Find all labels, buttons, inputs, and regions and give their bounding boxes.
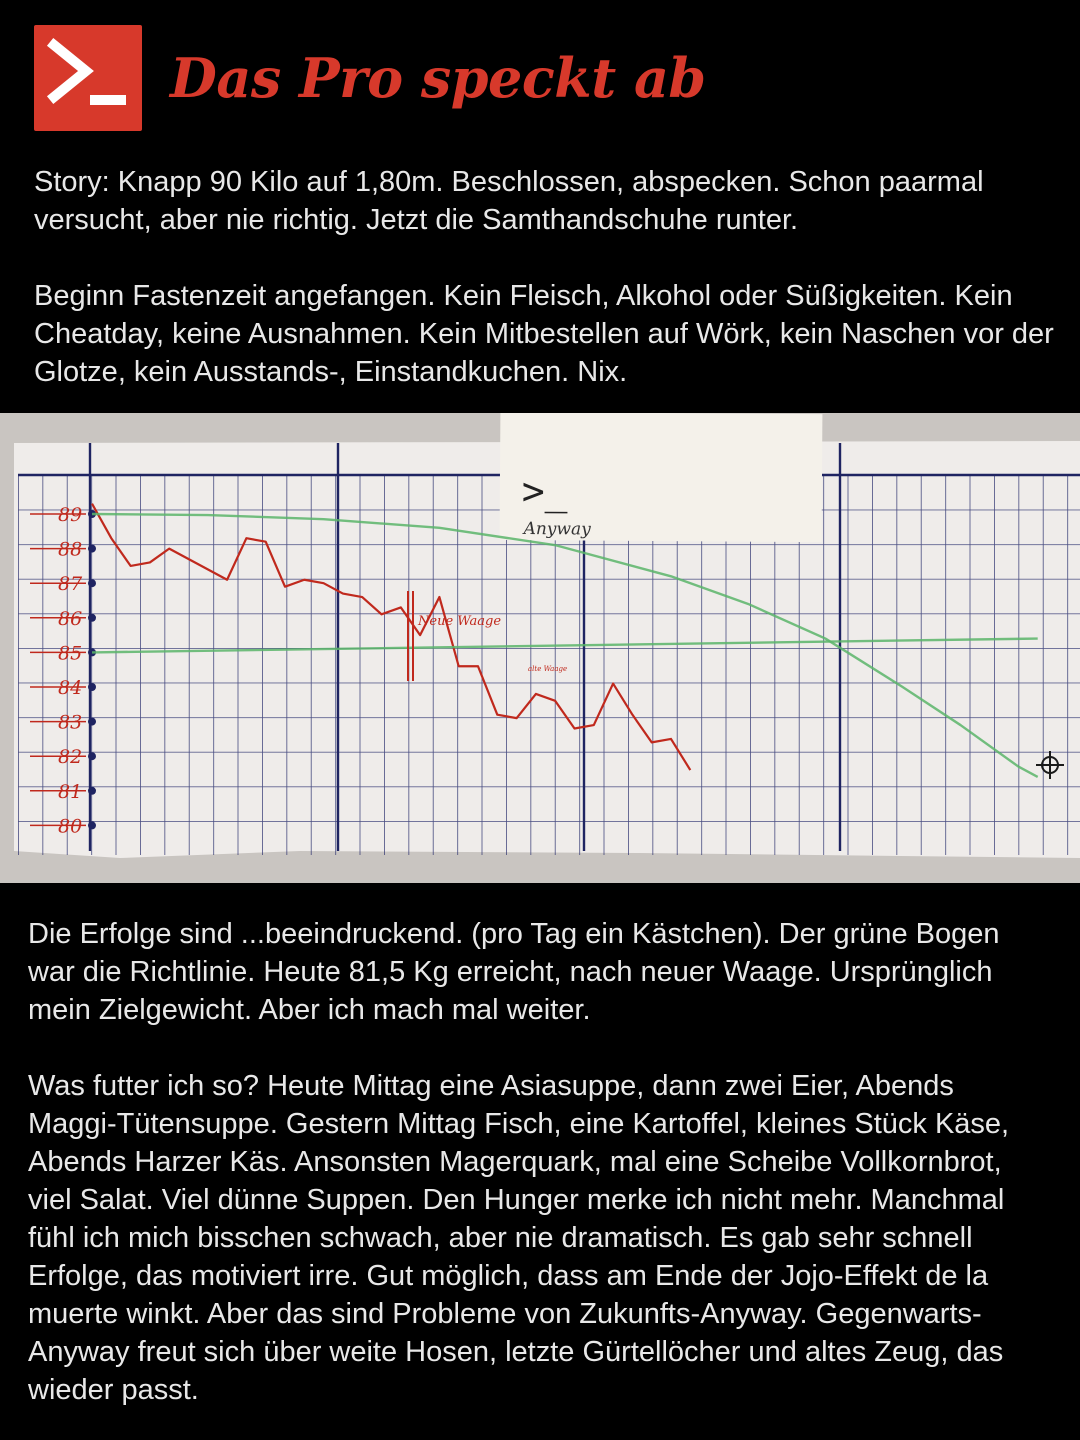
header — [34, 24, 706, 132]
y-tick-label: 85 — [58, 642, 83, 665]
y-tick-dot — [88, 821, 96, 829]
y-tick-dot — [88, 752, 96, 760]
y-tick-label: 83 — [58, 711, 83, 734]
y-tick-dot — [88, 787, 96, 795]
y-tick-label: 82 — [58, 746, 83, 769]
y-tick-label: 84 — [58, 677, 83, 699]
rules-paragraph: Beginn Fastenzeit angefangen. Kein Fleisch, Alkohol oder Süßigkeiten. Kein Cheatday, keine Ausnahmen. Kein Mitbestellen auf Wörk, kein Naschen vor der Glotze, kein Ausstands-, Einstandkuchen. Nix. — [34, 280, 1054, 388]
y-tick-dot — [88, 579, 96, 587]
results-paragraph: Die Erfolge sind ...beeindruckend. (pro Tag ein Kästchen). Der grüne Bogen war die Richtlinie. Heute 81,5 Kg erreicht, nach neuer Waage. Ursprünglich mein Zielgewicht. Aber ich mach mal weiter. — [28, 918, 1000, 1026]
y-tick-label: 86 — [58, 607, 83, 630]
annotation-neue-waage: Neue Waage — [418, 614, 502, 629]
y-tick-label: 88 — [58, 538, 83, 561]
food-paragraph: Was futter ich so? Heute Mittag eine Asiasuppe, dann zwei Eier, Abends Maggi-Tütensuppe. Gestern Mittag Fisch, eine Kartoffel, kleines Stück Käse, Abends Harzer Käs. Ansonsten Magerquark, mal eine Scheibe Vollkornbrot, viel Salat. Viel dünne Suppen. Den Hunger merke ich nicht mehr. Manchmal fühl ich mich bisschen schwach, aber nie dramatisch. Es gab sehr schnell Erfolge, das motiviert irre. Gut möglich, dass am Ende der Jojo-Effekt de la muerte winkt. Aber das sind Probleme von Zukunfts-Anyway. Gegenwarts-Anyway freut sich über weite Hosen, letzte Gürtellöcher und altes Zeug, das wieder passt. — [28, 1070, 1010, 1406]
y-tick-label: 80 — [58, 815, 83, 838]
annotation-alte-waage: alte Waage — [528, 665, 568, 673]
story-paragraph: Story: Knapp 90 Kilo auf 1,80m. Beschlossen, abspecken. Schon paarmal versucht, aber nie richtig. Jetzt die Samthandschuhe runter. — [34, 166, 984, 236]
y-tick-dot — [88, 614, 96, 622]
y-tick-dot — [88, 545, 96, 553]
y-tick-label: 87 — [58, 573, 83, 596]
y-tick-dot — [88, 718, 96, 726]
terminal-prompt-icon — [34, 25, 142, 131]
note-name: Anyway — [523, 519, 591, 540]
weight-chart-photo — [0, 413, 1080, 883]
y-tick-label: 81 — [58, 780, 83, 803]
sticky-note — [500, 413, 823, 542]
note-prompt: >_ — [521, 469, 568, 514]
y-tick-label: 89 — [58, 504, 83, 526]
page-title: Das Pro speckt ab — [170, 46, 706, 110]
y-tick-dot — [88, 683, 96, 691]
weight-chart — [0, 413, 1080, 883]
